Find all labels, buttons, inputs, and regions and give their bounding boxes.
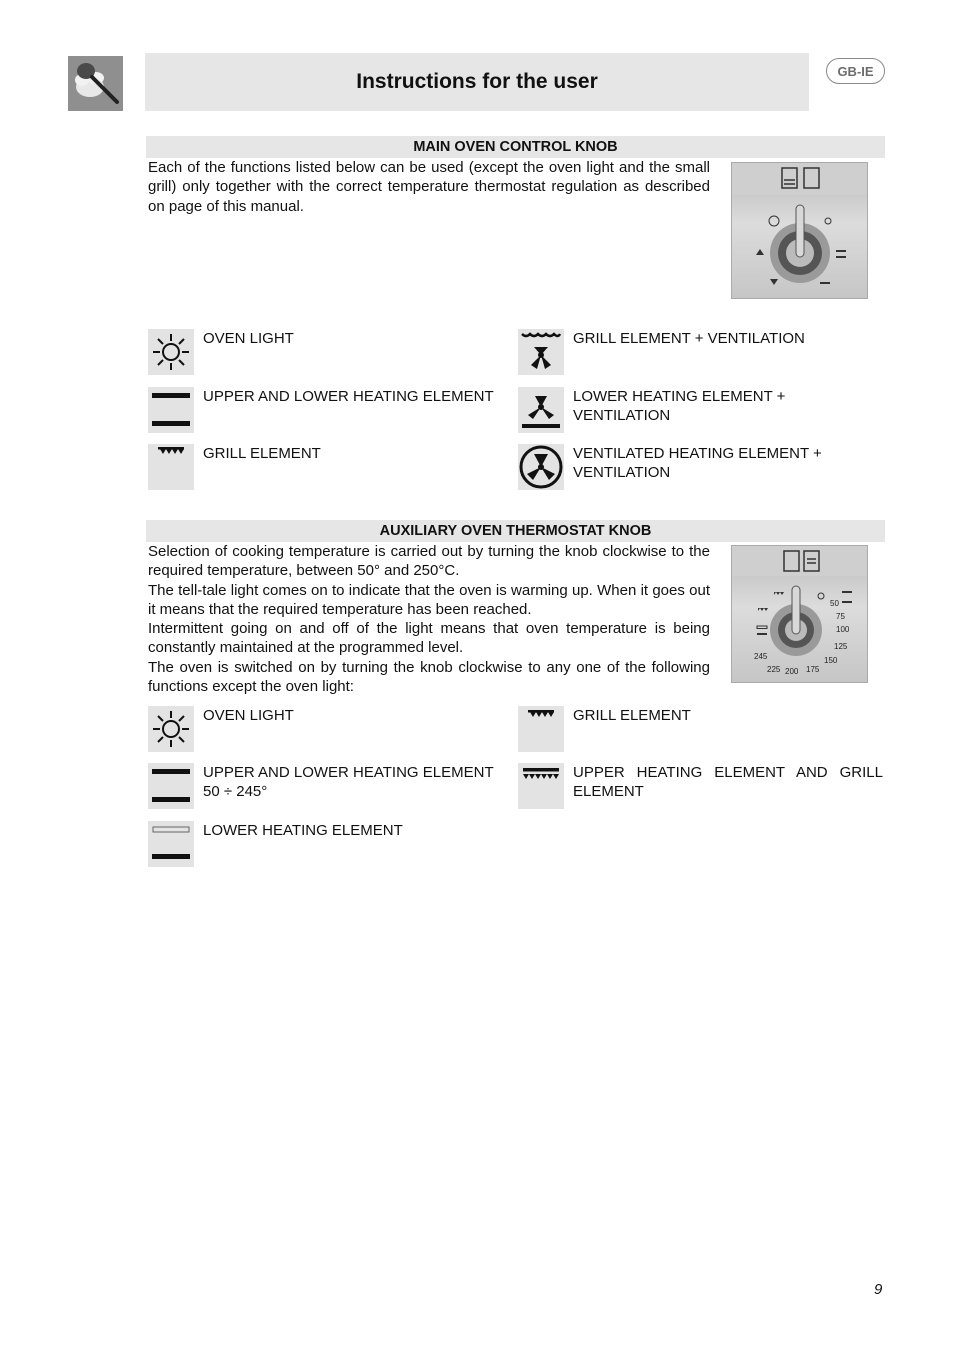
grill-ventilation-icon (518, 329, 564, 375)
aux-section-title: AUXILIARY OVEN THERMOSTAT KNOB (146, 520, 885, 542)
aux-paragraph: The oven is switched on by turning the knob clockwise to any one of the following functions except the oven light: (148, 658, 710, 696)
function-label: LOWER HEATING ELEMENT + VENTILATION (573, 388, 786, 425)
aux-paragraph: Intermittent going on and off of the light means that oven temperature is being constantly maintained at the programmed level. (148, 620, 710, 657)
oven-light-icon (148, 706, 194, 752)
grill-element-icon (518, 706, 564, 752)
aux-paragraph: Selection of cooking temperature is carried out by turning the knob clockwise to the required temperature, between 50° and 250°C. (148, 543, 710, 580)
function-label: LOWER HEATING ELEMENT (203, 822, 403, 839)
function-label: GRILL ELEMENT + VENTILATION (573, 330, 805, 347)
function-label: UPPER AND LOWER HEATING ELEMENT 50 ÷ 245° (203, 764, 494, 801)
aux-function-lower (148, 821, 514, 867)
page-title: Instructions for the user (356, 70, 598, 93)
lower-element-ventilation-icon (518, 387, 564, 433)
dial-label: 100 (836, 625, 850, 634)
fan-element-icon (518, 444, 564, 490)
aux-function-grill (518, 706, 884, 752)
dial-label: 75 (836, 612, 845, 621)
aux-section-text (148, 542, 710, 696)
dial-label: 175 (806, 665, 820, 674)
main-function-grill (148, 444, 514, 490)
main-function-fan-element (518, 444, 884, 490)
upper-element-grill-icon (518, 763, 564, 809)
main-section-paragraph: Each of the functions listed below can be used (except the oven light and the small grill) only together with the correct temperature thermostat regulation as described on page of this manual. (148, 159, 710, 215)
aux-function-upper-lower (148, 763, 514, 809)
dial-label: 245 (754, 652, 768, 661)
main-function-grill-ventilation (518, 329, 884, 375)
function-label: VENTILATED HEATING ELEMENT + VENTILATION (573, 445, 822, 482)
lower-element-icon (148, 821, 194, 867)
main-function-upper-lower (148, 387, 514, 433)
aux-paragraph: The tell-tale light comes on to indicate that the oven is warming up. When it goes out it means that the required temperature has been reached. (148, 581, 710, 618)
aux-knob-image (731, 545, 868, 683)
grill-element-icon (148, 444, 194, 490)
main-function-lower-ventilation (518, 387, 884, 433)
main-function-oven-light (148, 329, 514, 375)
function-label: GRILL ELEMENT (203, 445, 321, 462)
dial-label: 125 (834, 642, 848, 651)
dial-label: 50 (830, 599, 839, 608)
main-section-title: MAIN OVEN CONTROL KNOB (146, 136, 885, 158)
function-label: UPPER AND LOWER HEATING ELEMENT (203, 388, 494, 405)
upper-lower-element-icon (148, 763, 194, 809)
dial-label: 225 (767, 665, 781, 674)
aux-function-upper-grill (518, 763, 884, 809)
main-knob-image (731, 162, 868, 299)
page-number: 9 (874, 1281, 883, 1298)
language-badge: GB-IE (826, 58, 885, 84)
dial-label: 200 (785, 667, 799, 676)
function-label: UPPER HEATING ELEMENT AND GRILL ELEMENT (573, 764, 883, 801)
function-label: OVEN LIGHT (203, 707, 294, 724)
function-label: GRILL ELEMENT (573, 707, 691, 724)
dial-label: 150 (824, 656, 838, 665)
aux-function-oven-light (148, 706, 514, 752)
oven-light-icon (148, 329, 194, 375)
chef-logo-icon (68, 56, 123, 111)
header-bar (145, 53, 809, 111)
function-label: OVEN LIGHT (203, 330, 294, 347)
upper-lower-element-icon (148, 387, 194, 433)
